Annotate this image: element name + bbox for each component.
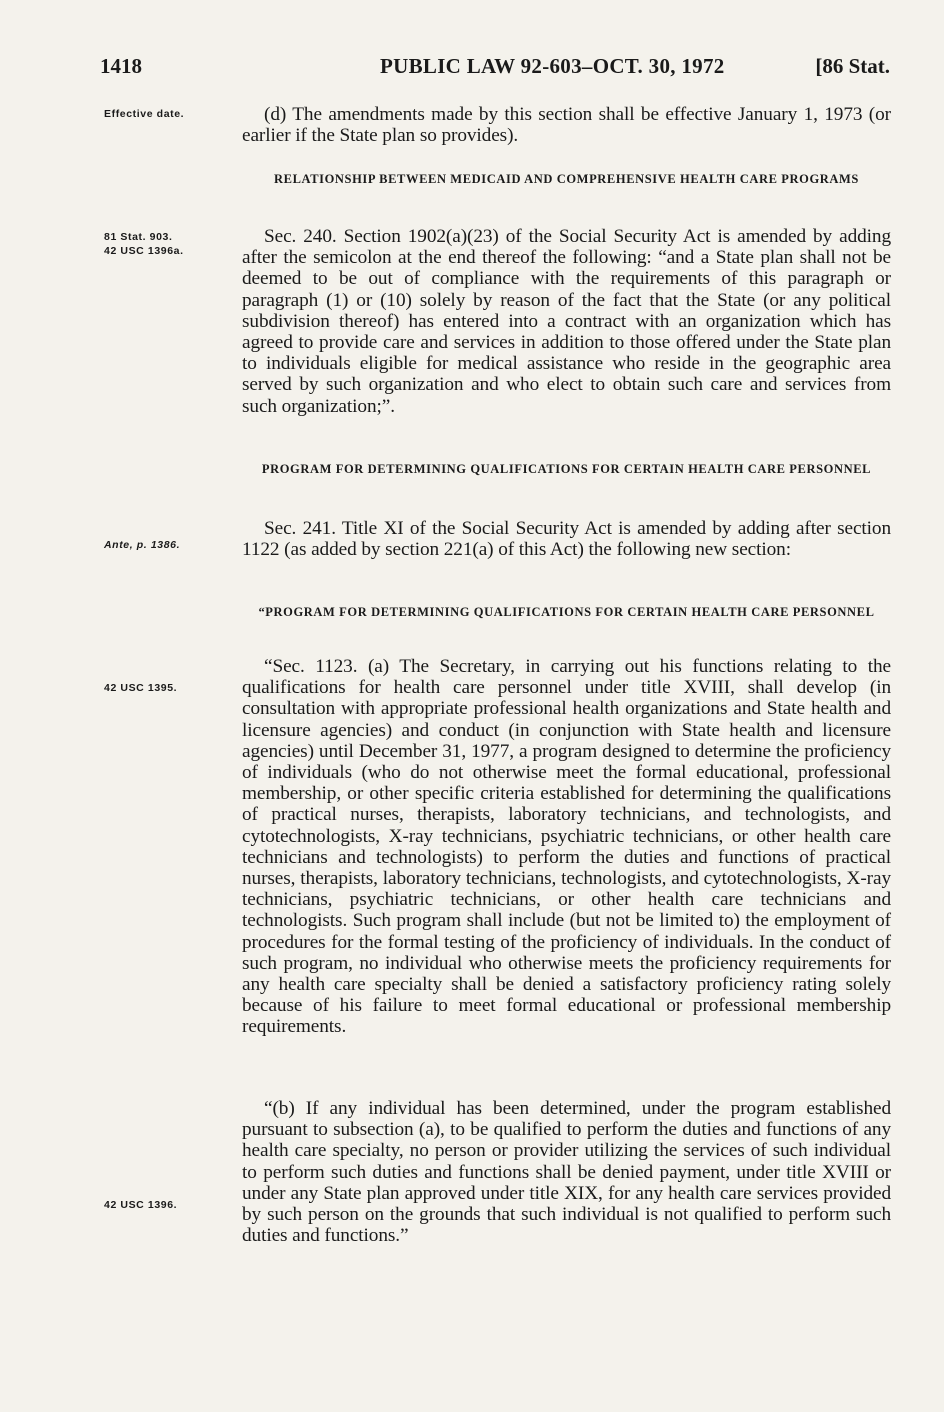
running-header [100, 54, 890, 84]
margin-note-effective-date: Effective date. [104, 108, 185, 120]
running-title: PUBLIC LAW 92-603–OCT. 30, 1972 [380, 54, 725, 78]
margin-note-usc-1396a: 42 USC 1396a. [104, 245, 184, 257]
section-heading-program: PROGRAM FOR DETERMINING QUALIFICATIONS FOR CERTAIN HEALTH CARE PERSONNEL [261, 462, 872, 476]
paragraph-d-text: (d) The amendments made by this section shall be effective January 1, 1973 (or earlier if the State plan so provides). [242, 104, 891, 147]
section-240 [242, 226, 891, 417]
margin-note-usc-1396: 42 USC 1396. [104, 1199, 178, 1211]
margin-note-ante: Ante, p. 1386. [104, 539, 181, 551]
section-1123-b-text: “(b) If any individual has been determined, under the program established pursuant to subsection (a), to be qualified to perform the duties and functions of any health care specialty, no person or provider utilizing the services of such individual to perform such duties and functions shall be denied payment, under title XVIII or under any State plan approved under title XIX, for any health care services provided by such person on the grounds that such individual is not qualified to perform such duties and functions.” [242, 1098, 891, 1247]
section-1123-a-text: “Sec. 1123. (a) The Secretary, in carrying out his functions relating to the qualifications for health care personnel under title XVIII, shall develop (in consultation with appropriate professional health organizations and State health and licensure agencies) and conduct (in conjunction with State health and licensure agencies) until December 31, 1977, a program designed to determine the proficiency of individuals (who do not otherwise meet the formal educational, professional membership, or other specific criteria established for determining the qualifications of practical nurses, therapists, laboratory technicians, and technologists, and cytotechnologists, X-ray technicians, psychiatric technicians, or other health care technicians and technologists) to perform the duties and functions of practical nurses, therapists, laboratory technicians, technologists, and cytotechnologists, X-ray technicians, psychiatric technicians, or other health care technicians and technologists. Such program shall include (but not be limited to) the employment of procedures for the formal testing of the proficiency of individuals. In the conduct of such program, no individual who otherwise meets the proficiency requirements for any health care specialty shall be denied a satisfactory proficiency rating solely because of his failure to meet formal educational or professional membership requirements. [242, 656, 891, 1038]
statute-reference: [86 Stat. [815, 54, 890, 78]
section-1123-a [242, 656, 891, 1038]
margin-note-usc-1395: 42 USC 1395. [104, 682, 178, 694]
quoted-section-heading: “PROGRAM FOR DETERMINING QUALIFICATIONS FOR CERTAIN HEALTH CARE PERSONNEL [258, 605, 875, 619]
margin-note-stat-903: 81 Stat. 903. [104, 231, 173, 243]
page-number: 1418 [100, 54, 142, 78]
section-240-text: Sec. 240. Section 1902(a)(23) of the Social Security Act is amended by adding after the semicolon at the end thereof the following: “and a State plan shall not be deemed to be out of compliance with the requirements of this paragraph or paragraph (1) or (10) solely by reason of the fact that the State (or any political subdivision thereof) has entered into a contract with an organization which has agreed to provide care and services in addition to those offered under the State plan to individuals eligible for medical assistance who reside in the geographic area served by such organization and who elect to obtain such care and services from such organization;”. [242, 226, 891, 417]
paragraph-d [242, 104, 891, 146]
section-1123-b [242, 1098, 891, 1246]
section-241 [242, 518, 891, 560]
section-heading-medicaid: RELATIONSHIP BETWEEN MEDICAID AND COMPREHENSIVE HEALTH CARE PROGRAMS [274, 172, 859, 186]
section-241-text: Sec. 241. Title XI of the Social Security Act is amended by adding after section 1122 (as added by section 221(a) of this Act) the following new section: [242, 518, 891, 561]
